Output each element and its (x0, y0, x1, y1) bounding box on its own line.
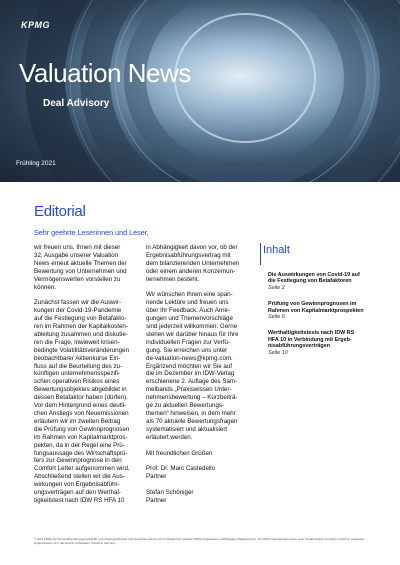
edition-date: Frühling 2021 (16, 160, 56, 167)
paragraph: Wir wünschen Ihnen eine span- nende Lektüre und freuen uns über Ihr Feedback. Auch Anre- gungen und Themenvorschläge sind jederzeit willkommen. Gerne stehen wir darüber hinaus für Ihre individuellen Fragen zur Verfü- gung. Sie erreichen uns unter de-valuation-news@kpmg.com. Ergänzend möchten wir Sie auf die im Dezember im IDW-Verlag erschienene 2. Auflage des Sam- melbands „Praxiswissen Unter- nehmensbewertung – Kurzbeiträ- ge zu aktuellen Bewertungs- themen“ hinweisen, in dem mehr als 70 aktuelle Bewertungsfragen systematisiert und aktualisiert erläutert werden. (146, 291, 239, 441)
publication-title: Valuation News (19, 58, 191, 88)
cover-image (0, 0, 400, 182)
closing: Mit freundlichen Grüßen (146, 449, 213, 457)
table-of-contents (268, 272, 378, 366)
signature-2: Stefan Schöniger Partner (146, 489, 194, 504)
tower-photo (0, 0, 400, 182)
publication-subtitle: Deal Advisory (43, 98, 110, 109)
paragraph: wir freuen uns, Ihnen mit dieser 32. Ausgabe unserer Valuation News erneut aktuelle Themen der Bewertung von Unternehmen und Vermögenswerten vorstellen zu können. (34, 244, 127, 291)
toc-item-title: Werthaltigkeitstests nach IDW RS HFA 10 in Verbindung mit Ergeb- nisabführungsverträgen (268, 330, 355, 350)
toc-item[interactable] (268, 330, 378, 356)
toc-item-page: Seite 10 (268, 349, 288, 356)
toc-item[interactable] (268, 272, 378, 291)
kpmg-logo: KPMG (21, 20, 50, 30)
divider (260, 243, 261, 265)
toc-item-title: Die Auswirkungen von Covid-19 auf die Festlegung von Betafaktoren (268, 272, 360, 285)
paragraph: Zunächst fassen wir die Auswir- kungen der Covid-19-Pandemie auf die Festlegung von Betafakto- ren im Rahmen der Kapitalkosten- ableitung zusammen und diskutie- ren die Frage, inwieweit krisen- bedingte Volatilitätsveränderungen beobachtbarer Aktienkurse Ein- fluss auf die Beurteilung des zu- künftigen unternehmensspezifi- schen operativen Risikos eines Bewertungsobjektes abgebildet in dessen Betafaktor haben (dürfen). Vor dem Hintergrund eines deutli- chen Anstiegs von Neuemissionen erläutern wir im zweiten Beitrag die Prüfung von Gewinnprognosen im Rahmen von Kapitalmarktpros- pekten, da in der Regel eine Prü- fungsaussage des Wirtschaftsprü- fers zur Gewinnprognose in den Comfort Letter aufgenommen wird. Abschließend stellen wir die Aus- wirkungen von Ergebnisabführ- ungsverträgen auf den Werthal- tigkeitstest nach IDW RS HFA 10 (34, 299, 130, 504)
toc-item-page: Seite 6 (268, 314, 285, 321)
editorial-heading: Editorial (34, 203, 86, 220)
toc-item[interactable] (268, 301, 378, 320)
toc-item-page: Seite 2 (268, 284, 285, 291)
editorial-column-1 (34, 244, 144, 513)
toc-heading: Inhalt (263, 244, 290, 256)
signature-1: Prof. Dr. Marc Castedello Partner (146, 465, 216, 481)
editorial-greeting: Sehr geehrte Leserinnen und Leser, (34, 228, 149, 237)
paragraph: in Abhängigkeit davon vor, ob der Ergebnisabführungsvertrag mit dem bilanzierenden Unternehmen oder einem anderen Konzernun- ternehmen besteht. (146, 244, 240, 283)
editorial-column-2 (146, 244, 251, 513)
toc-item-title: Prüfung von Gewinnprognosen im Rahmen von Kapitalmarktprospekten (268, 301, 364, 314)
legal-footer: © 2021 KPMG AG Wirtschaftsprüfungsgesellschaft, eine Aktiengesellschaft nach deutschem Recht und ein Mitglied der globalen KPMG-Organisation unabhängiger Mitgliedsfirmen, die KPMG International Limited, einer Private English Company Limited by Guarantee, angeschlossen sind. Alle Rechte vorbehalten. Printed in Germany. (34, 537, 365, 545)
